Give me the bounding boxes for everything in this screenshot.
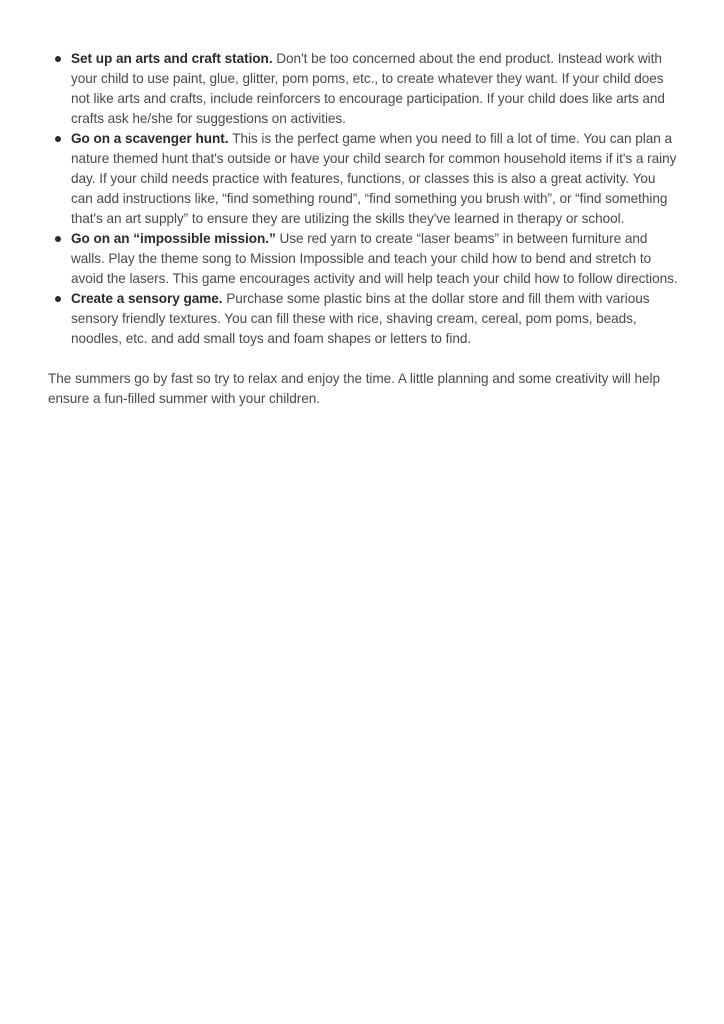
item-title: Go on an “impossible mission.” [71,231,280,246]
bullet-icon [55,296,61,302]
item-text: Purchase some plastic bins at the dollar store and fill them with various sensory friendly textures. You can fill these with rice, shaving cream, cereal, pom poms, beads, noodles, etc. and add small toys and foam shapes or letters to find. [71,291,650,346]
bullet-icon [55,236,61,242]
item-title: Go on a scavenger hunt. [71,131,233,146]
bullet-icon [55,56,61,62]
activity-list [48,49,680,349]
bullet-icon [55,136,61,142]
list-item [48,129,680,229]
item-text: Use red yarn to create “laser beams” in between furniture and walls. Play the theme song to Mission Impossible and teach your child how to bend and stretch to avoid the lasers. This game encourages activity and will help teach your child how to follow directions. [71,231,678,286]
item-title: Create a sensory game. [71,291,227,306]
closing-paragraph: The summers go by fast so try to relax and enjoy the time. A little planning and some creativity will help ensure a fun-filled summer with your children. [48,371,661,406]
list-item [48,289,680,349]
item-text: Don't be too concerned about the end product. Instead work with your child to use paint, glue, glitter, pom poms, etc., to create whatever they want. If your child does not like arts and crafts, include reinforcers to encourage participation. If your child does like arts and crafts ask he/she for suggestions on activities. [71,51,665,126]
item-title: Set up an arts and craft station. [71,51,277,66]
item-text: This is the perfect game when you need to fill a lot of time. You can plan a nature themed hunt that's outside or have your child search for common household items if it's a rainy day. If your child needs practice with features, functions, or classes this is also a great activity. You can add instructions like, “find something round”, “find something you brush with”, or “find something that's an art supply” to ensure they are utilizing the skills they've learned in therapy or school. [71,131,677,226]
document-page [48,49,680,409]
list-item [48,49,680,129]
list-item [48,229,680,289]
